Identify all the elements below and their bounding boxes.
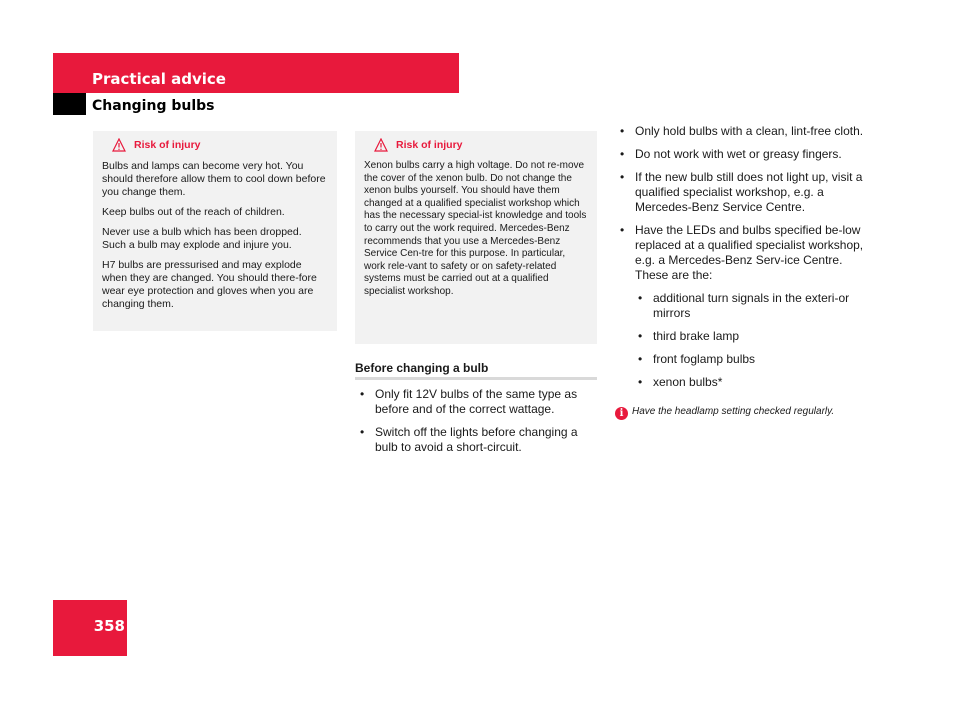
warning-triangle-icon: [374, 138, 388, 152]
section-title: Practical advice: [92, 70, 226, 88]
info-note-text: Have the headlamp setting checked regularly.: [632, 406, 835, 417]
sub-list-item: [633, 329, 870, 344]
warning-triangle-icon: [112, 138, 126, 152]
warning-box-middle: [355, 131, 597, 344]
before-changing-list: [355, 387, 600, 463]
list-item: [615, 223, 870, 390]
sub-list-item-text: xenon bulbs*: [653, 375, 723, 389]
bullet-marker: •: [620, 170, 625, 184]
sub-list-item-text: third brake lamp: [653, 329, 740, 343]
list-item-text: Only fit 12V bulbs of the same type as before and of the correct wattage.: [375, 387, 578, 416]
bullet-marker: •: [638, 375, 643, 389]
info-icon: i: [615, 407, 628, 420]
sub-list: [633, 291, 870, 390]
warning-title: Risk of injury: [134, 138, 201, 151]
warning-paragraph: Never use a bulb which has been dropped. Such a bulb may explode and injure you.: [102, 226, 302, 251]
bullet-marker: •: [360, 387, 365, 401]
list-item: [355, 387, 600, 417]
bullet-marker: •: [620, 223, 625, 237]
section-heading: Before changing a bulb: [355, 361, 489, 375]
list-item: [615, 170, 870, 215]
sub-list-item: [633, 375, 870, 390]
bullet-marker: •: [638, 352, 643, 366]
warning-paragraph: Xenon bulbs carry a high voltage. Do not re-move the cover of the xenon bulb. Do not change the xenon bulbs yourself. You should have them changed at a qualified specialist workshop which has the necessary special-ist knowledge and tools to carry out the work required. Mercedes-Benz recommends that you use a Mercedes-Benz Service Cen-tre for this purpose. In particular, work rele-vant to safety or on safety-related systems must be carried out at a qualified specialist workshop.: [364, 160, 587, 297]
page-number: 358: [93, 617, 125, 635]
bullet-marker: •: [620, 124, 625, 138]
sub-list-item-text: additional turn signals in the exteri-or mirrors: [653, 291, 850, 320]
list-item: [615, 147, 870, 162]
info-note: [615, 405, 865, 420]
warning-header: [112, 137, 328, 153]
list-item-text: Only hold bulbs with a clean, lint-free cloth.: [635, 124, 864, 138]
warning-title: Risk of injury: [396, 138, 463, 151]
bullet-marker: •: [638, 329, 643, 343]
warning-paragraph: Bulbs and lamps can become very hot. You should therefore allow them to cool down before you change them.: [102, 160, 326, 198]
right-column-list: [615, 124, 870, 398]
list-item-text: Do not work with wet or greasy fingers.: [635, 147, 842, 161]
bullet-marker: •: [638, 291, 643, 305]
bullet-marker: •: [360, 425, 365, 439]
warning-paragraph: H7 bulbs are pressurised and may explode when they are changed. You should there-fore wear eye protection and gloves when you are changing them.: [102, 259, 317, 310]
list-item: [615, 124, 870, 139]
subsection-marker: [53, 93, 86, 115]
sub-list-item: [633, 352, 870, 367]
bullet-marker: •: [620, 147, 625, 161]
list-item-text: If the new bulb still does not light up, visit a qualified specialist workshop, e.g. a Mercedes-Benz Service Centre.: [635, 170, 863, 214]
warning-header: [374, 137, 588, 153]
warning-box-left: [93, 131, 337, 331]
list-item-text: Switch off the lights before changing a bulb to avoid a short-circuit.: [375, 425, 578, 454]
list-item-text: Have the LEDs and bulbs specified be-low replaced at a qualified specialist workshop, e.g. a Mercedes-Benz Serv-ice Centre. These are the:: [635, 223, 864, 282]
list-item: [355, 425, 600, 455]
sub-list-item: [633, 291, 870, 321]
page-title: Changing bulbs: [92, 98, 215, 114]
warning-paragraph: Keep bulbs out of the reach of children.: [102, 206, 285, 218]
heading-rule: [355, 377, 597, 380]
sub-list-item-text: front foglamp bulbs: [653, 352, 756, 366]
